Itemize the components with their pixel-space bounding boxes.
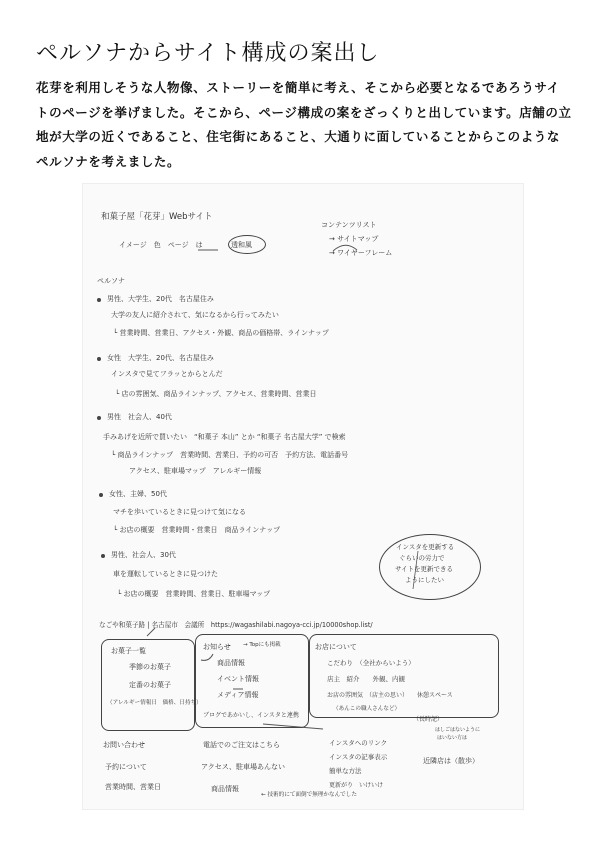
intro-line: トのページを挙げました。そこから、ページ構成の案をざっくりと出しています。店舗の立 <box>36 104 572 120</box>
reference-url: なごや和菓子路 | 名古屋市 会議所 https://wagashilabi.nagoya-cci.jp/10000shop.list/ <box>99 621 373 629</box>
memo-line: はしごはないように <box>435 727 481 733</box>
arrow-note: ← 技術的にて面倒で無理かなんでした <box>261 792 357 798</box>
persona-5-story: 車を運転しているときに見つけた <box>113 570 218 578</box>
menu-box-item: 定番のお菓子 <box>129 681 171 689</box>
product-info-label: 商品情報 <box>211 785 239 793</box>
shop-box-item: こだわり （全社からいよう） <box>327 659 415 667</box>
page-title: ペルソナからサイト構成の案出し <box>36 41 380 66</box>
insta-caption: 簡単な方法 <box>329 767 362 775</box>
persona-bullet <box>97 416 101 420</box>
access-label: アクセス、駐車場あんない <box>201 763 285 771</box>
reservation-label: 予約について <box>105 763 147 771</box>
intro-line: 地が大学の近くであること、住宅街にあること、大通りに面していることからこのような <box>36 129 561 144</box>
memo-title: （長時記） <box>413 716 444 723</box>
menu-box-item: 季節のお菓子 <box>129 663 171 671</box>
persona-4-story: マチを歩いているときに見つけて気になる <box>113 508 246 516</box>
phone-order-label: 電話でのご注文はこちら <box>203 741 280 749</box>
news-box-note: ブログであかいし、インスタと連携 <box>203 712 299 719</box>
persona-2-story: インスタで見てフラッとからとんだ <box>111 370 223 378</box>
shop-box-item: （あんこの職人さんなど） <box>333 706 401 712</box>
menu-box-title: お菓子一覧 <box>111 647 146 655</box>
shop-box-title: お店について <box>315 643 357 651</box>
image-word: 透和風 <box>231 241 252 249</box>
intro-line: ペルソナを考えました。 <box>36 153 181 169</box>
insta-note-line: ぐらいの労力で <box>399 554 445 562</box>
insta-caption: 更新がり いけいけ <box>329 782 384 789</box>
news-box-item: イベント情報 <box>217 675 259 683</box>
neighborhood-label: 近隣店は（散歩） <box>423 757 479 765</box>
persona-bullet <box>99 493 103 497</box>
persona-5-needs: └ お店の概要 営業時間、営業日、駐車場マップ <box>117 590 271 598</box>
news-box-item: 商品情報 <box>217 659 245 667</box>
contents-item: → ワイヤーフレーム <box>329 249 393 257</box>
persona-3-story: 手みあげを近所で買いたい “和菓子 本山” とか “和菓子 名古屋大学” で検索 <box>103 433 346 441</box>
contents-item: → サイトマップ <box>329 235 379 243</box>
news-box-title: お知らせ <box>203 643 231 651</box>
persona-2-needs: └ 店の雰囲気、商品ラインナップ、アクセス、営業時間、営業日 <box>115 390 317 398</box>
persona-heading: ペルソナ <box>97 277 125 285</box>
insta-note-line: サイトを更新できる <box>395 565 454 573</box>
image-word-circle <box>228 235 266 254</box>
persona-1-needs: └ 営業時間、営業日、アクセス・外観、商品の価格帯、ラインナップ <box>113 329 329 337</box>
insta-article-label: インスタの記事表示 <box>329 753 388 761</box>
image-note: イメージ 色 ページ は <box>119 241 203 249</box>
persona-3-needs-cont: アクセス、駐車場マップ アレルギー情報 <box>129 467 262 475</box>
persona-3-needs: └ 商品ラインナップ 営業時間、営業日、予約の可否 予約方法、電話番号 <box>111 451 349 459</box>
intro-line: 花芽を利用しそうな人物像、ストーリーを簡単に考え、そこから必要となるであろうサイ <box>36 80 560 95</box>
persona-3-profile: 男性 社会人、40代 <box>107 413 172 421</box>
persona-bullet <box>97 298 101 302</box>
persona-5-profile: 男性、社会人、30代 <box>111 551 176 559</box>
persona-2-profile: 女性 大学生、20代、名古屋住み <box>107 354 214 362</box>
menu-box-note: （アレルギー情報日 価格、日持ち） <box>107 700 202 706</box>
shop-box-item: お店の雰囲気 （店主の思い） 休憩スペース <box>327 692 453 699</box>
insta-note-line: インスタを更新する <box>396 543 455 551</box>
insta-note-line: ようにしたい <box>405 576 444 584</box>
news-box-arrow-note: → Topにも掲載 <box>243 642 281 648</box>
persona-1-story: 大学の友人に紹介されて、気になるから行ってみたい <box>111 311 279 319</box>
persona-4-profile: 女性、主婦、50代 <box>109 490 167 498</box>
shop-box-item: 店主 紹介 外観、内観 <box>327 675 405 683</box>
persona-4-needs: └ お店の概要 営業時間・営業日 商品ラインナップ <box>113 526 281 534</box>
intro-paragraph <box>36 76 572 174</box>
contents-list-title: コンテンツリスト <box>321 221 377 229</box>
hours-label: 営業時間、営業日 <box>105 783 161 791</box>
persona-bullet <box>97 357 101 361</box>
persona-1-profile: 男性、大学生、20代 名古屋住み <box>107 295 214 303</box>
insta-link-label: インスタへのリンク <box>329 739 388 747</box>
contact-label: お問い合わせ <box>103 741 145 749</box>
persona-bullet <box>101 554 105 558</box>
handwritten-sketch <box>82 183 524 810</box>
memo-line: はいない方は <box>437 735 468 741</box>
sketch-header: 和菓子屋「花芽」Webサイト <box>101 212 213 222</box>
news-box-item: メディア情報 <box>217 691 259 699</box>
